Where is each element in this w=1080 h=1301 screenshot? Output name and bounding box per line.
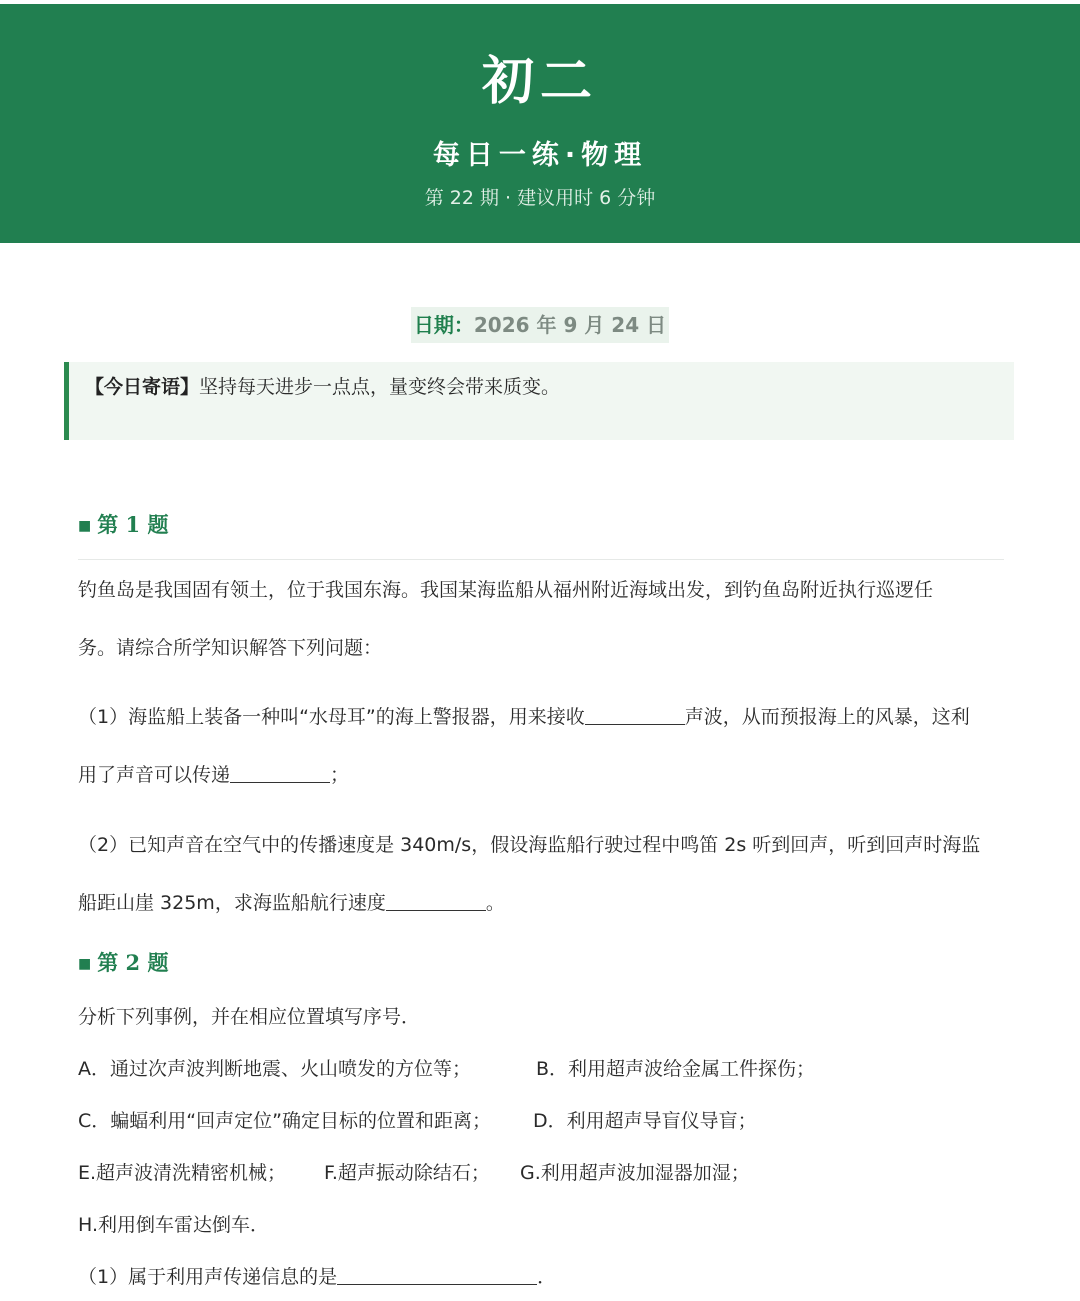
q1-part2-line-1: （2）已知声音在空气中的传播速度是 340m/s，假设海监船行驶过程中鸣笛 2s 听到回声，听到回声时海监: [78, 834, 981, 856]
divider: [78, 559, 1004, 560]
q1-part2-line-2: [78, 888, 505, 918]
option-f: F.超声振动除结石；: [324, 1162, 490, 1184]
option-h: H.利用倒车雷达倒车．: [78, 1214, 269, 1236]
square-bullet-icon: ■: [78, 518, 92, 534]
q1-intro-line-2: 务。请综合所学知识解答下列问题：: [78, 637, 383, 659]
grade-title: 初二: [481, 52, 598, 112]
answer-blank[interactable]: [230, 781, 330, 783]
q1-part2-text-b: 。: [485, 892, 505, 914]
q1-part2-text-a: 船距山崖 325m，求海监船航行速度: [78, 892, 386, 914]
answer-blank[interactable]: [386, 909, 486, 911]
motto-label: 【今日寄语】: [85, 376, 200, 398]
q2-options-row-4: [78, 1210, 269, 1240]
q1-intro-line-1: 钓鱼岛是我国固有领土，位于我国东海。我国某海监船从福州附近海域出发，到钓鱼岛附近执行巡逻任: [78, 579, 934, 601]
question-1-heading: [78, 510, 168, 541]
q2-sub-1-end: ．: [537, 1266, 557, 1288]
q2-sub-1-text: （1）属于利用声传递信息的是: [78, 1266, 338, 1288]
q1-part1-text-b: 声波，从而预报海上的风暴，这利: [684, 706, 970, 728]
q2-options-row-3: [78, 1158, 750, 1188]
square-bullet-icon: ■: [78, 956, 92, 972]
q2-options-row-2: [78, 1106, 757, 1136]
q2-options-row-1: [78, 1054, 815, 1084]
q1-part1-line-1: [78, 702, 970, 732]
option-g: G.利用超声波加湿器加湿；: [520, 1162, 750, 1184]
q1-part1-text-a: （1）海监船上装备一种叫“水母耳”的海上警报器，用来接收: [78, 706, 585, 728]
option-a: A．通过次声波判断地震、火山喷发的方位等；: [78, 1058, 471, 1080]
header-banner: [0, 4, 1080, 243]
answer-blank[interactable]: [585, 723, 685, 725]
option-d: D．利用超声导盲仪导盲；: [533, 1110, 757, 1132]
date-label: 日期：: [413, 313, 474, 337]
motto-box: [64, 362, 1014, 440]
q1-part1-text-c: 用了声音可以传递: [78, 764, 231, 786]
option-c: C．蝙蝠利用“回声定位”确定目标的位置和距离；: [78, 1110, 491, 1132]
option-e: E.超声波清洗精密机械；: [78, 1162, 287, 1184]
option-b: B．利用超声波给金属工件探伤；: [536, 1058, 816, 1080]
date-value: 2026 年 9 月 24 日: [473, 313, 667, 337]
question-2-title: 第 2 题: [97, 950, 169, 975]
q2-intro: 分析下列事例，并在相应位置填写序号．: [78, 1006, 421, 1028]
motto-text: 坚持每天进步一点点，量变终会带来质变。: [199, 376, 561, 398]
question-2-heading: [78, 948, 168, 979]
date-row: [0, 307, 1080, 343]
issue-subtitle: 第 22 期 · 建议用时 6 分钟: [424, 187, 656, 209]
page-title: 每日一练·物理: [432, 140, 648, 171]
date-badge: [411, 307, 669, 343]
question-1-title: 第 1 题: [97, 512, 169, 537]
q1-part1-line-2: [78, 760, 349, 790]
q1-part1-text-d: ；: [330, 764, 350, 786]
answer-blank[interactable]: [337, 1283, 537, 1285]
q2-sub-1: [78, 1262, 556, 1292]
